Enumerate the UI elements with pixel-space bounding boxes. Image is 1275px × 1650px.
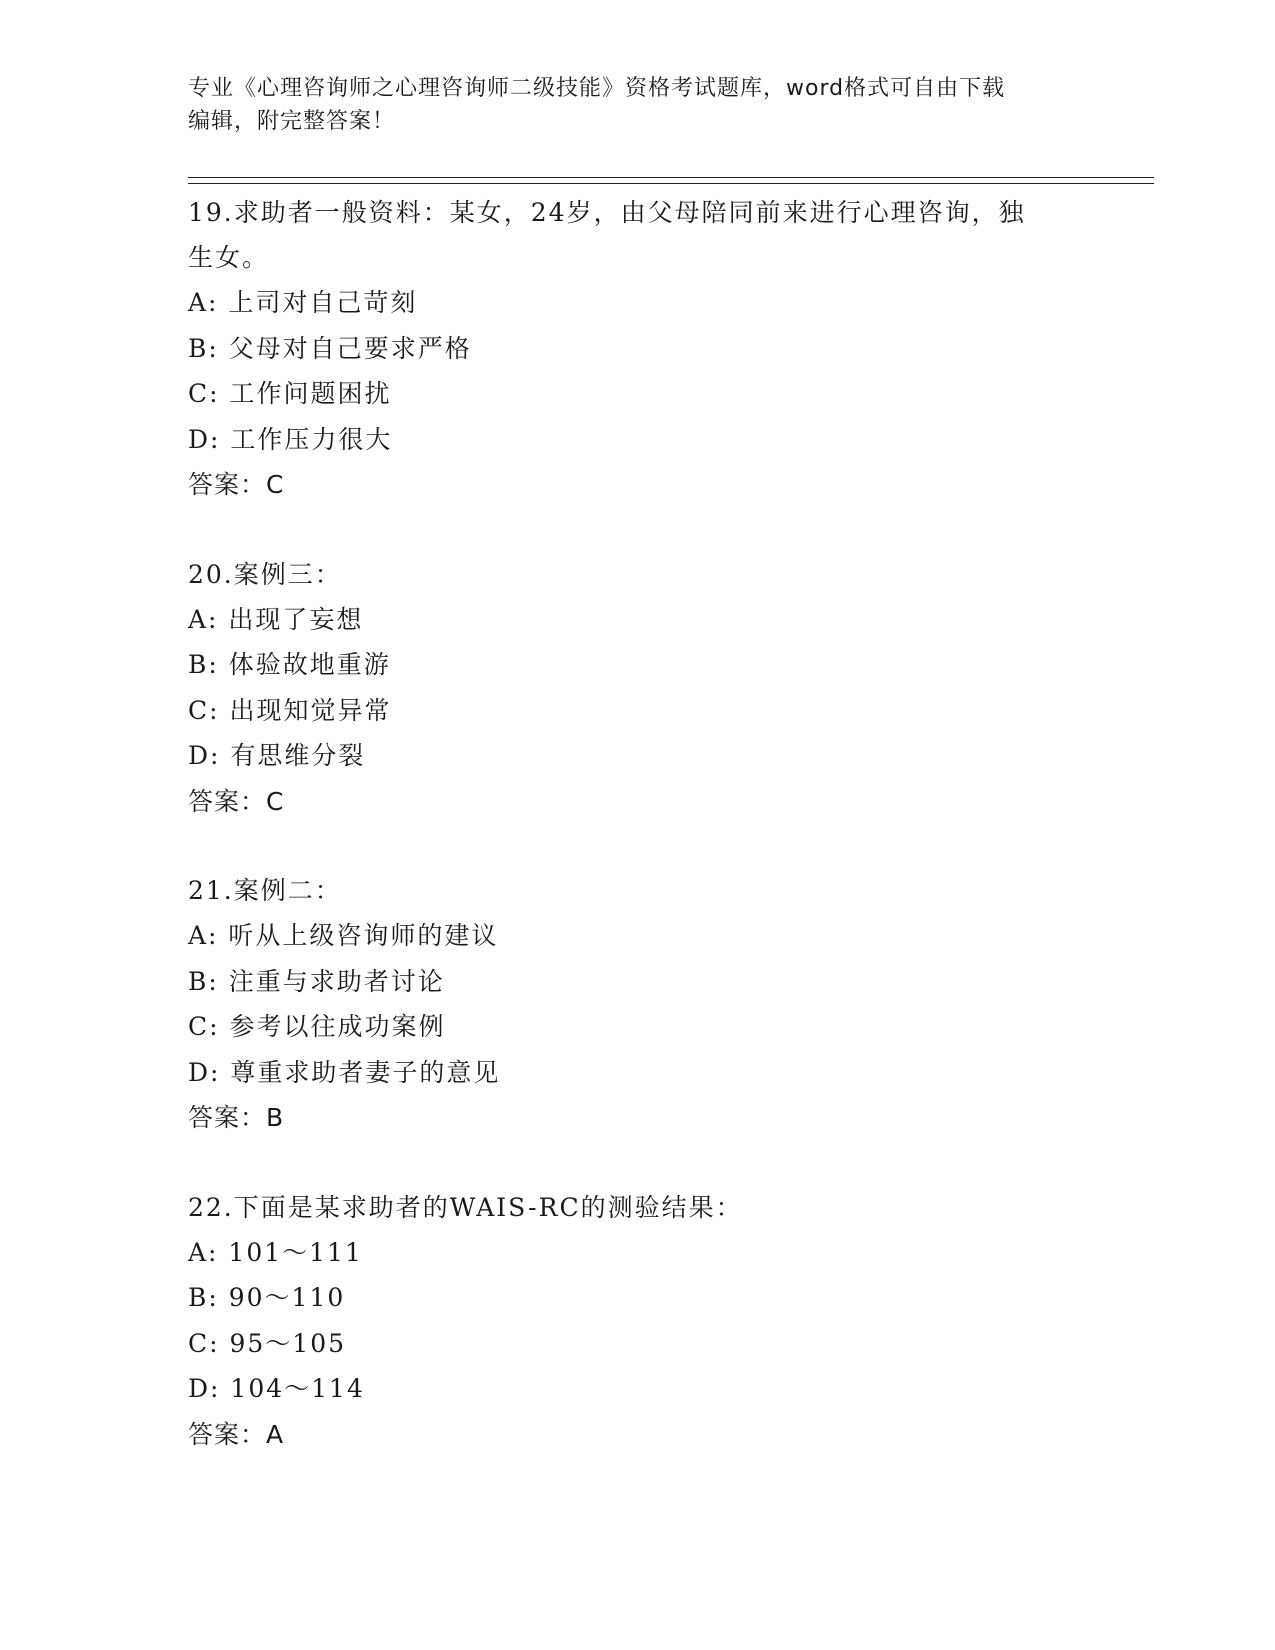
question-19 bbox=[188, 190, 1088, 508]
question-stem: 19.求助者一般资料：某女，24岁，由父母陪同前来进行心理咨询，独 bbox=[188, 198, 1026, 227]
option-d: D: 尊重求助者妻子的意见 bbox=[188, 1057, 501, 1087]
option-d: D: 104～114 bbox=[188, 1374, 365, 1403]
option-b: B: 注重与求助者讨论 bbox=[188, 966, 445, 996]
option-a: A: 上司对自己苛刻 bbox=[188, 288, 418, 317]
option-b: B: 体验故地重游 bbox=[188, 650, 391, 679]
header-line-1: 专业《心理咨询师之心理咨询师二级技能》资格考试题库，word格式可自由下载 bbox=[188, 76, 1006, 101]
header-line-2: 编辑，附完整答案！ bbox=[188, 109, 396, 134]
option-a: A: 出现了妄想 bbox=[188, 604, 364, 634]
option-d: D: 工作压力很大 bbox=[188, 424, 393, 454]
question-22 bbox=[188, 1185, 1088, 1458]
option-b: B: 90～110 bbox=[188, 1283, 346, 1312]
answer-line: 答案：C bbox=[188, 470, 285, 499]
header-double-rule bbox=[188, 177, 1154, 184]
option-c: C: 参考以往成功案例 bbox=[188, 1012, 446, 1041]
question-21 bbox=[188, 868, 1088, 1141]
page-header bbox=[188, 72, 1088, 138]
answer-line: 答案：A bbox=[188, 1419, 285, 1449]
question-stem: 21.案例二： bbox=[188, 876, 342, 905]
option-a: A: 101～111 bbox=[188, 1237, 363, 1267]
question-stem-continued: 生女。 bbox=[188, 243, 270, 272]
option-c: C: 95～105 bbox=[188, 1328, 347, 1358]
option-a: A: 听从上级咨询师的建议 bbox=[188, 921, 499, 950]
option-d: D: 有思维分裂 bbox=[188, 741, 366, 770]
question-stem: 20.案例三： bbox=[188, 559, 342, 589]
answer-line: 答案：B bbox=[188, 1103, 285, 1132]
question-list bbox=[188, 190, 1088, 1501]
question-stem: 22.下面是某求助者的WAIS-RC的测验结果： bbox=[188, 1192, 743, 1222]
question-20 bbox=[188, 552, 1088, 825]
option-c: C: 出现知觉异常 bbox=[188, 695, 392, 725]
answer-line: 答案：C bbox=[188, 786, 285, 816]
option-c: C: 工作问题困扰 bbox=[188, 379, 392, 408]
option-b: B: 父母对自己要求严格 bbox=[188, 333, 472, 363]
